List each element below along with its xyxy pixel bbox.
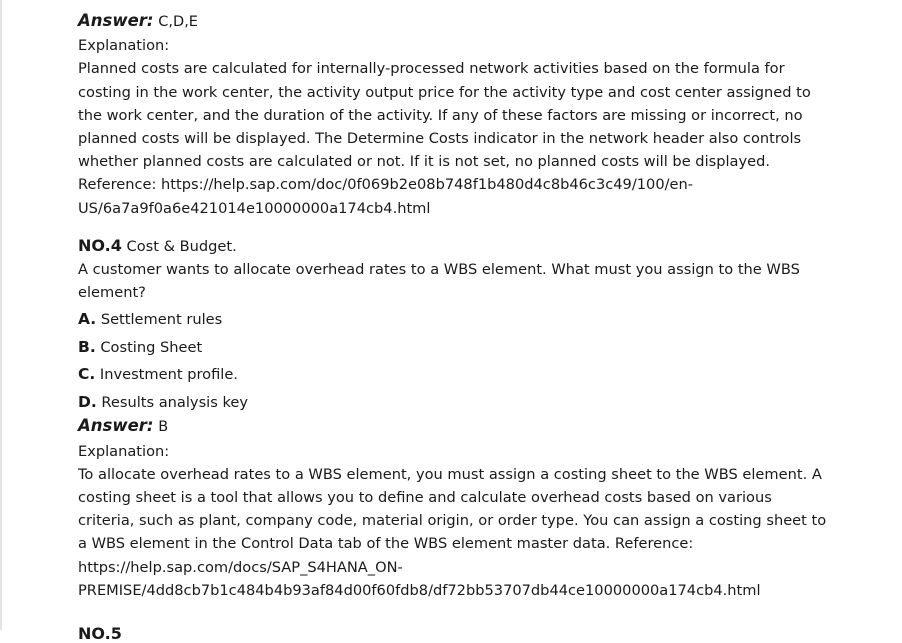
answer-options [78, 306, 878, 416]
option-letter: B. [78, 337, 96, 356]
option-text: Settlement rules [100, 311, 223, 329]
next-question-fragment [78, 624, 138, 643]
question-topic: Cost & Budget. [126, 237, 237, 255]
option-d [78, 389, 878, 417]
answer-value: C,D,E [158, 14, 198, 30]
explanation-heading: Explanation: [78, 442, 170, 460]
answer-line-previous [78, 9, 878, 34]
option-b [78, 334, 878, 362]
option-text: Costing Sheet [100, 338, 203, 356]
document-page [78, 9, 878, 602]
option-letter: C. [78, 365, 96, 384]
question-4 [78, 234, 878, 602]
option-letter: D. [78, 392, 97, 411]
explanation-paragraph: Planned costs are calculated for internally-processed network activities based on the formula for costing in the work center, the activity output price for the activity type and cost center assigned to the work center, and the duration of the activity. If any of these factors are missing or incorrect, no planned costs will be displayed. The Determine Costs indicator in the network header also controls whether planned costs are calculated or not. If it is not set, no planned costs will be displayed. Reference: https://help.sap.com/doc/0f069b2e08b748f1b480d4c8b46c3c49/100/en- US/6a7a9f0a6e421014e10000000a174cb4.html [78, 60, 811, 217]
left-margin-rule [0, 0, 2, 630]
explanation-paragraph: To allocate overhead rates to a WBS element, you must assign a costing sheet to the WBS element. A costing sheet is a tool that allows you to define and calculate overhead costs based on various criteria, such as plant, company code, material origin, or order type. You can assign a costing sheet to a WBS element in the Control Data tab of the WBS element master data. Reference: https://help.sap.com/docs/SAP_S4HANA_ON- PREMISE/4dd8cb7b1c484b4b93af84d00f60fdb8/df72bb53707db44ce10000000a174cb4.html [78, 465, 827, 599]
option-c [78, 361, 878, 389]
answer-label: Answer: [78, 416, 154, 436]
question-title [78, 234, 878, 258]
question-number: NO.4 [78, 235, 122, 255]
answer-value: B [158, 419, 169, 436]
option-letter: A. [78, 310, 97, 329]
answer-label: Answer: [78, 11, 154, 30]
explanation-heading: Explanation: [78, 37, 170, 55]
option-text: Investment profile. [99, 366, 238, 384]
option-a [78, 306, 878, 334]
next-question-number: NO.5 [78, 624, 122, 643]
option-text: Results analysis key [101, 393, 249, 411]
question-text: A customer wants to allocate overhead rates to a WBS element. What must you assign to the WBS element? [78, 261, 800, 302]
answer-line [78, 414, 878, 439]
